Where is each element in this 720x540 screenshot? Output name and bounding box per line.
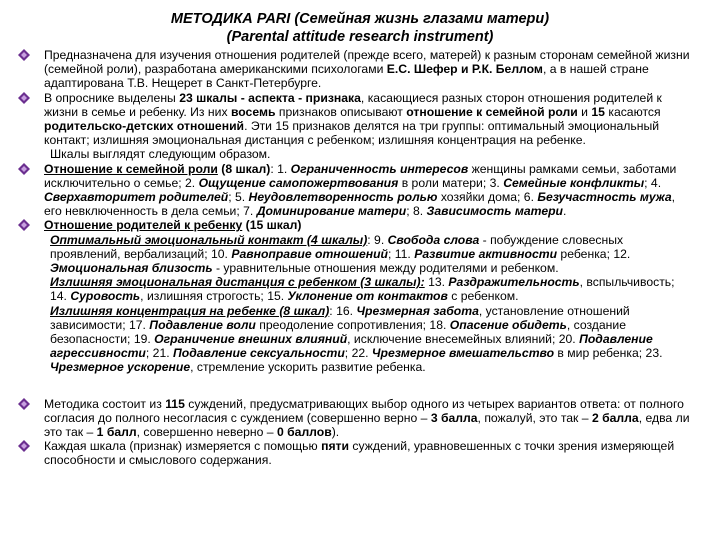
- diamond-bullet-icon: [18, 440, 30, 452]
- diamond-bullet-icon: [18, 219, 30, 231]
- paragraph-scoring: Каждая шкала (признак) измеряется с помощью пяти суждений, уравновешенных с точки зрения измеряющей способности и смыслового содержания.: [44, 439, 694, 467]
- diamond-bullet-icon: [18, 398, 30, 410]
- paragraph-purpose: Предназначена для изучения отношения родителей (прежде всего, матерей) к разным сторонам семейной жизни (семейной роли), разработана американскими психологами Е.С. Шефер и Р.К. Беллом, а в нашей стране адаптирована Т.В. Нещерет в Санкт-Петербурге.: [44, 48, 694, 91]
- page-title: [40, 10, 680, 46]
- paragraph-method: Методика состоит из 115 суждений, предусматривающих выбор одного из четырех вариантов ответа: от полного согласия до полного несогласия с суждением (совершенно верно – 3 балла, пожалуй, это так – 2 балла, едва ли это так – 1 балл, совершенно неверно – 0 баллов).: [44, 397, 694, 440]
- spacer: [44, 375, 694, 397]
- group-optimal: Оптимальный эмоциональный контакт (4 шкалы): 9. Свобода слова - побуждение словесных проявлений, вербализаций; 10. Равноправие отношений; 11. Развитие активности ребенка; 12. Эмоциональная близость - уравнительные отношения между родителями и ребенком.: [50, 232, 631, 276]
- paragraph-family-role: Отношение к семейной роли (8 шкал): 1. Ограниченность интересов женщины рамками семьи, заботами исключительно о семье; 2. Ощущение самопожертвования в роли матери; 3. Семейные конфликты; 4. Сверхавторитет родителей; 5. Неудовлетворенность ролью хозяйки дома; 6. Безучастность мужа, его невключенность в дела семьи; 7. Доминирование матери; 8. Зависимость матери.: [44, 162, 694, 219]
- group-distance: Излишняя эмоциональная дистанция с ребенком (3 шкалы): 13. Раздражительность, вспыльчивость; 14. Суровость, излишняя строгость; 15. Уклонение от контактов с ребенком.: [50, 275, 675, 304]
- content: [44, 48, 694, 468]
- diamond-bullet-icon: [18, 163, 30, 175]
- paragraph-scales: В опроснике выделены 23 шкалы - аспекта - признака, касающиеся разных сторон отношения родителей к жизни в семье и ребенку. Из них восемь признаков описывают отношение к семейной роли и 15 касаются родительско-детских отношений. Эти 15 признаков делятся на три группы: оптимальный эмоциональный контакт; излишняя эмоциональная дистанция с ребенком; излишняя концентрация на ребенке. Шкалы выглядят следующим образом.: [44, 91, 694, 162]
- paragraph-parent-child: Отношение родителей к ребенку (15 шкал) Оптимальный эмоциональный контакт (4 шкалы): 9. Свобода слова - побуждение словесных проявлений, вербализаций; 10. Равноправие отношений; 11. Развитие активности ребенка; 12. Эмоциональная близость - уравнительные отношения между родителями и ребенком. Излишняя эмоциональная дистанция с ребенком (3 шкалы): 13. Раздражительность, вспыльчивость; 14. Суровость, излишняя строгость; 15. Уклонение от контактов с ребенком. Излишняя концентрация на ребенке (8 шкал): 16. Чрезмерная забота, установление отношений зависимости; 17. Подавление воли преодоление сопротивления; 18. Опасение обидеть, создание безопасности; 19. Ограничение внешних влияний, исключение внесемейных влияний; 20. Подавление агрессивности; 21. Подавление сексуальности; 22. Чрезмерное вмешательство в мир ребенка; 23. Чрезмерное ускорение, стремление ускорить развитие ребенка.: [44, 218, 694, 374]
- title-line-1: МЕТОДИКА PARI (Семейная жизнь глазами матери): [170, 11, 550, 27]
- diamond-bullet-icon: [18, 49, 30, 61]
- diamond-bullet-icon: [18, 92, 30, 104]
- title-line-2: (Parental attitude research instrument): [226, 29, 494, 45]
- group-concentration: Излишняя концентрация на ребенке (8 шкал): 16. Чрезмерная забота, установление отношений зависимости; 17. Подавление воли преодоление сопротивления; 18. Опасение обидеть, создание безопасности; 19. Ограничение внешних влияний, исключение внесемейных влияний; 20. Подавление агрессивности; 21. Подавление сексуальности; 22. Чрезмерное вмешательство в мир ребенка; 23. Чрезмерное ускорение, стремление ускорить развитие ребенка.: [50, 303, 663, 375]
